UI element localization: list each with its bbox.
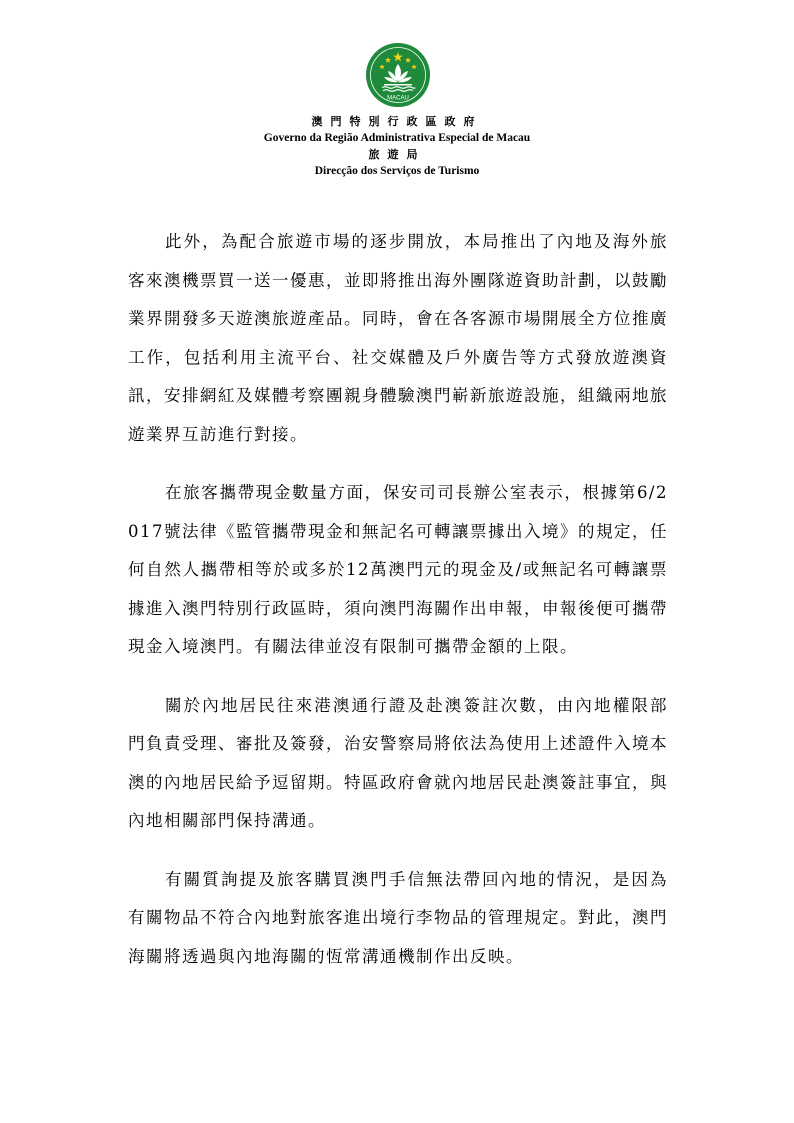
document-body [128,223,668,996]
paragraph-souvenirs: 有關質詢提及旅客購買澳門手信無法帶回內地的情況，是因為有關物品不符合內地對旅客進出境行李物品的管理規定。對此，澳門海關將透過與內地海關的恆常溝通機制作出反映。 [128,869,668,966]
paragraph-tourism-promotion: 此外，為配合旅遊市場的逐步開放，本局推出了內地及海外旅客來澳機票買一送一優惠，並即將推出海外團隊遊資助計劃，以鼓勵業界開發多天遊澳旅遊產品。同時，會在各客源市場開展全方位推廣工作，包括利用主流平台、社交媒體及戶外廣告等方式發放遊澳資訊，安排網紅及媒體考察團親身體驗澳門嶄新旅遊設施，組織兩地旅遊業界互訪進行對接。 [128,232,668,444]
bureau-name-pt: Direcção dos Serviços de Turismo [314,165,480,177]
paragraph-cash-declaration: 在旅客攜帶現金數量方面，保安司司長辦公室表示，根據第6/2017號法律《監管攜帶現金和無記名可轉讓票據出入境》的規定，任何自然人攜帶相等於或多於12萬澳門元的現金及/或無記名可轉讓票據進入澳門特別行政區時，須向澳門海關作出申報，申報後便可攜帶現金入境澳門。有關法律並沒有限制可攜帶金額的上限。 [128,483,668,656]
emblem-text: MACAU [387,95,409,102]
government-name-zh: 澳門特別行政區政府 [311,115,483,128]
macau-emblem [365,42,431,108]
paragraph-travel-permits: 關於內地居民往來港澳通行證及赴澳簽註次數，由內地權限部門負責受理、審批及簽發，治安警察局將依法為使用上述證件入境本澳的內地居民給予逗留期。特區政府會就內地居民赴澳簽註事宜，與內地相關部門保持溝通。 [128,695,668,830]
bureau-name-zh: 旅遊局 [368,148,426,161]
government-name-pt: Governo da Região Administrativa Especial de Macau [263,132,531,144]
letterhead [0,113,794,179]
